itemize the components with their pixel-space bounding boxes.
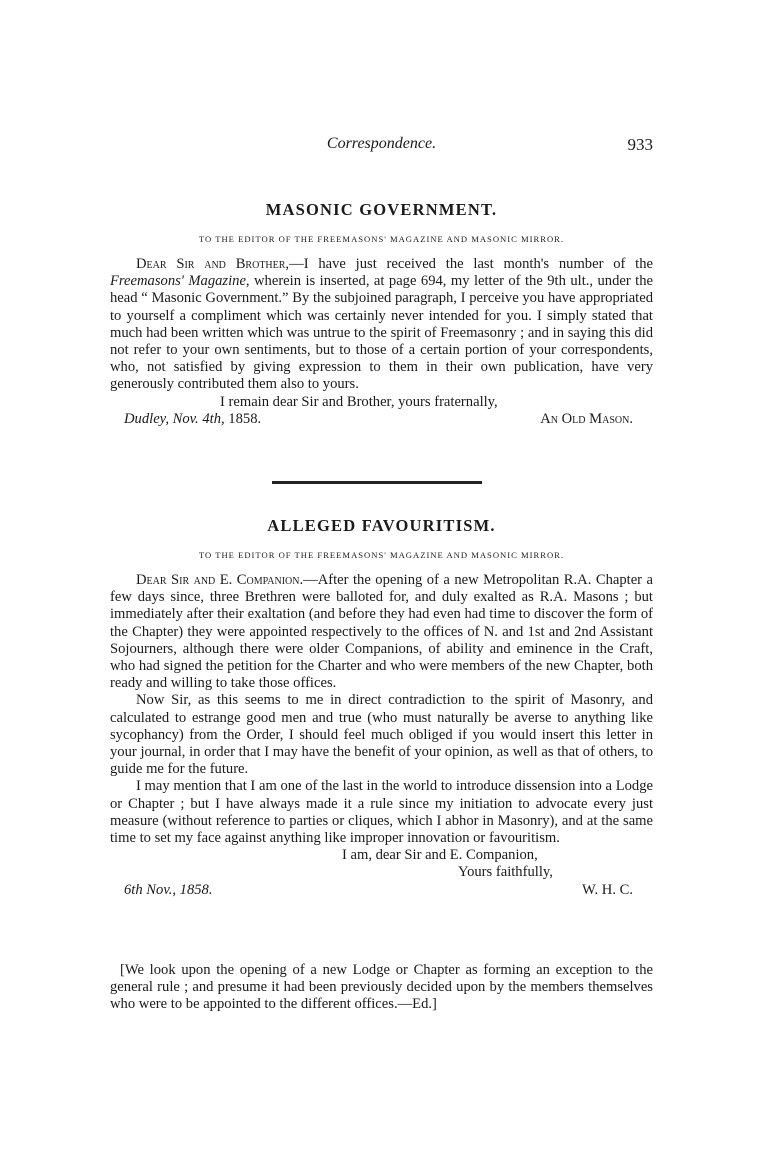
letter2-salutation: Dear Sir and E. Companion. — [136, 572, 304, 588]
editor-note-text: [We look upon the opening of a new Lodge or Chapter as forming an exception to the general rule ; and presume it had been previously decided upon by the members themselves who were to be appointed to the different offices.—Ed.] — [110, 962, 653, 1013]
letter1-magazine-name: Freemasons' Magazine — [110, 273, 246, 290]
letter2-paragraph-2: Now Sir, as this seems to me in direct contradiction to the spirit of Masonry, and calculated to estrange good men and true (who must naturally be averse to anything like sycophancy) from the Order, I should feel much obliged if you would insert this letter in your journal, in order that I may have the benefit of your opinion, as well as that of others, to guide me for the future. — [110, 692, 653, 778]
letter1-year: 1858. — [224, 410, 262, 427]
letter2-date: 6th Nov., 1858. — [124, 881, 213, 898]
letter1-title: MASONIC GOVERNMENT. — [265, 200, 498, 219]
letter1-body-a: —I have just received the last month's number of the — [289, 256, 654, 272]
letter-alleged-favouritism — [110, 516, 653, 899]
letter1-signature-row — [110, 411, 653, 428]
letter1-place-date — [110, 411, 261, 428]
letter2-signature: W. H. C. — [582, 881, 633, 898]
letter1-place: Dudley, Nov. 4th, — [124, 410, 225, 427]
letter1-closing: I remain dear Sir and Brother, yours fraternally, — [220, 393, 498, 410]
letter1-subtitle: TO THE EDITOR OF THE FREEMASONS' MAGAZINE AND MASONIC MIRROR. — [198, 234, 565, 244]
editor-note — [110, 962, 653, 1014]
letter2-subtitle: TO THE EDITOR OF THE FREEMASONS' MAGAZINE AND MASONIC MIRROR. — [198, 550, 565, 560]
letter1-signature: An Old Mason. — [540, 410, 633, 427]
letter2-title: ALLEGED FAVOURITISM. — [267, 516, 496, 535]
section-divider — [272, 481, 482, 484]
letter2-paragraph-1 — [110, 572, 653, 692]
running-head — [110, 135, 653, 159]
letter2-paragraph-3: I may mention that I am one of the last in the world to introduce dissension into a Lodge or Chapter ; but I have always made it a rule since my initiation to advocate every just measure (without reference to parties or cliques, which I abhor in Masonry), and at the same time to set my face against anything like improper innovation or favouritism. — [110, 778, 653, 847]
letter1-salutation: Dear Sir and Brother, — [136, 256, 290, 272]
letter-masonic-government — [110, 200, 653, 428]
letter2-p1-text: —After the opening of a new Metropolitan R.A. Chapter a few days since, three Brethren were balloted for, and duly exalted as R.A. Masons ; but immediately after their exaltation (and before they had even had time to discover the form of the Chapter) they were appointed respectively to the offices of N. and 1st and 2nd Assistant Sojourners, although there were older Companions, of ability and eminence in the Craft, who had signed the petition for the Charter and who were members of the new Chapter, both ready and willing to take those offices. — [110, 572, 653, 692]
page-number: 933 — [627, 135, 653, 154]
letter2-closing-2: Yours faithfully, — [458, 864, 553, 881]
letter1-body — [110, 256, 653, 394]
letter1-body-b: , wherein is inserted, at page 694, my letter of the 9th ult., under the head “ Masonic Government.” By the subjoined paragraph, I perceive you have appropriated to yourself a compliment which was certainly never intended for you. I simply stated that much had been written which was untrue to the spirit of Freemasonry ; and in saying this did not refer to your own sentiments, but to those of a certain portion of your correspondents, who, not satisfied by giving expression to them in their own publication, have very generously contributed them also to yours. — [110, 273, 653, 393]
running-title: Correspondence. — [326, 135, 437, 152]
letter2-closing-1: I am, dear Sir and E. Companion, — [342, 847, 538, 864]
letter2-signature-row — [110, 882, 653, 899]
